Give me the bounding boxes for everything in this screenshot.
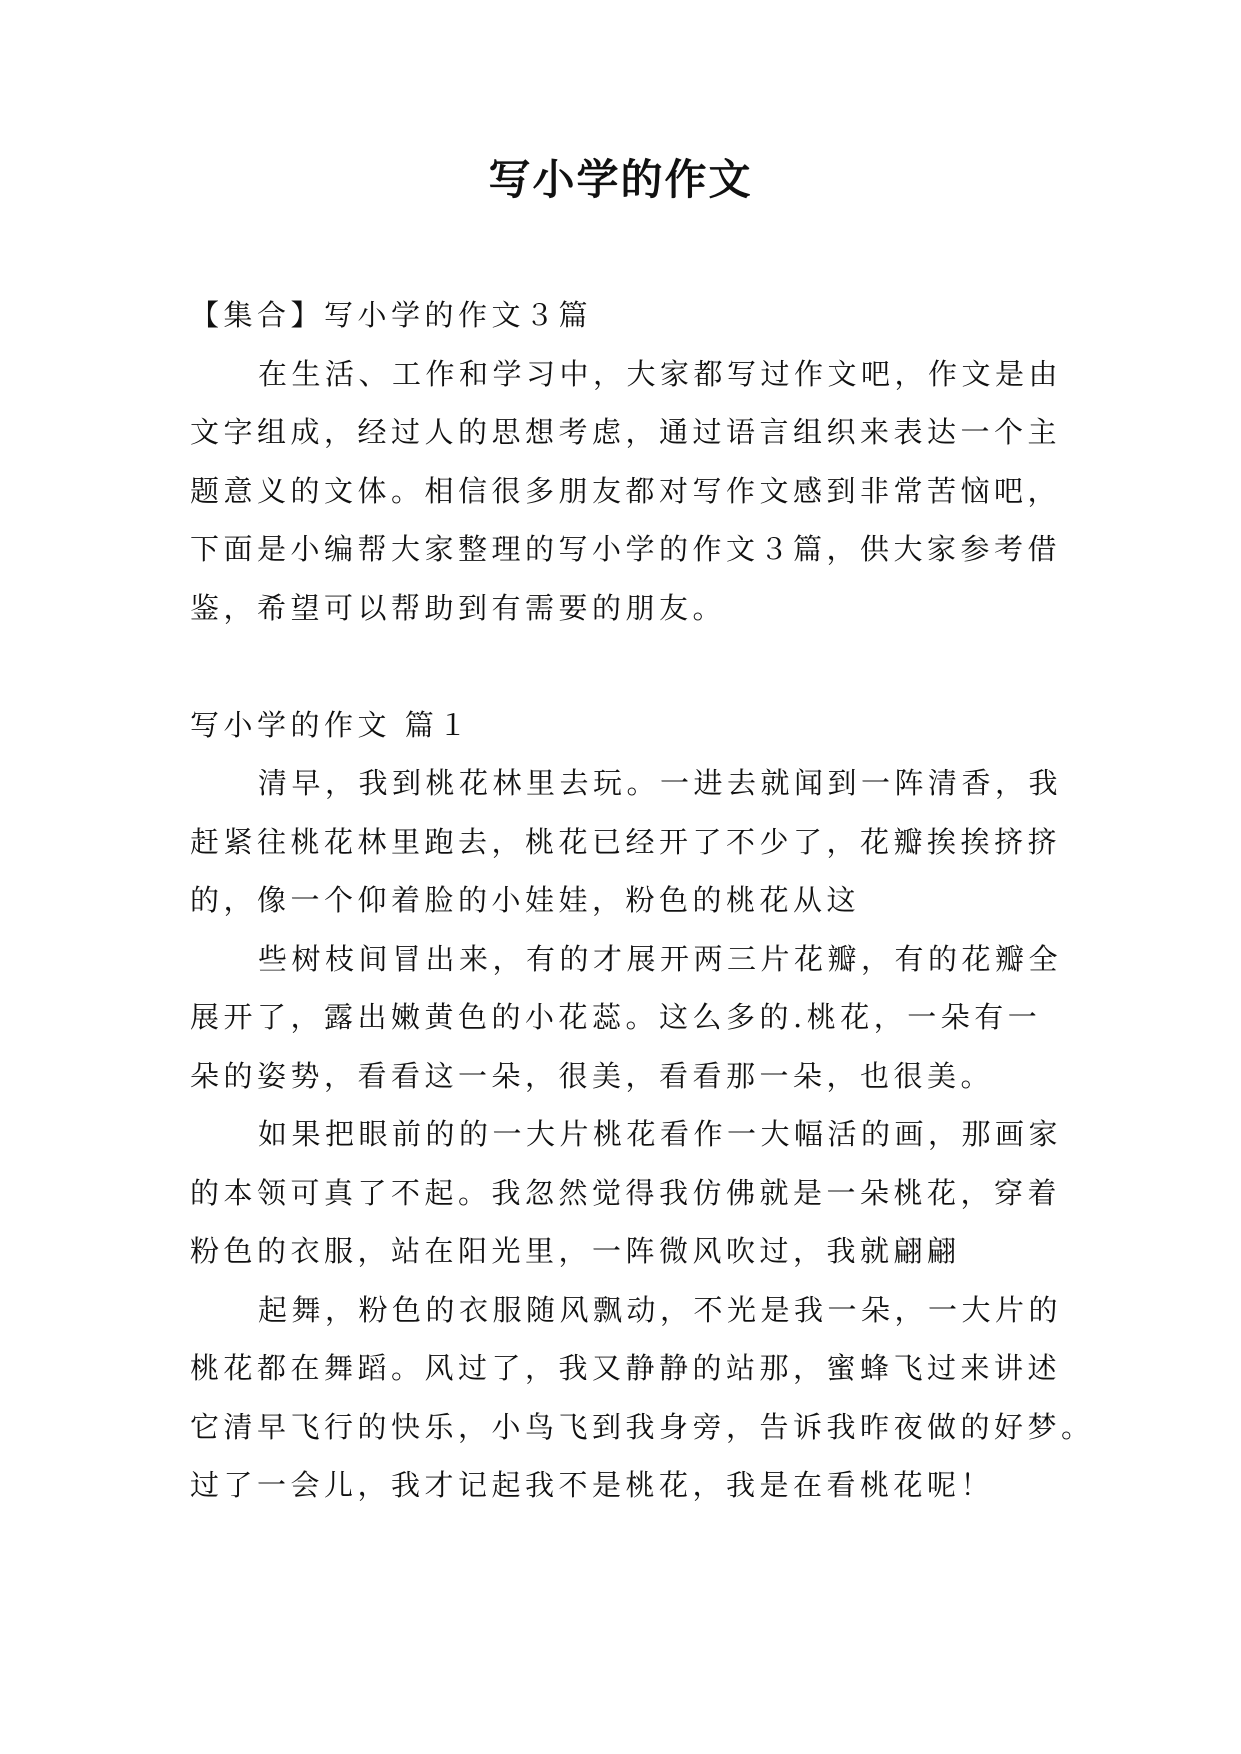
- section-heading: 写小学的作文 篇１: [190, 707, 472, 742]
- text-line: 它清早飞行的快乐，小鸟飞到我身旁，告诉我昨夜做的好梦。: [190, 1409, 1095, 1444]
- body-paragraph: [190, 1105, 1070, 1281]
- body-paragraph: [190, 754, 1070, 930]
- text-line: 的本领可真了不起。我忽然觉得我仿佛就是一朵桃花，穿着: [190, 1175, 1062, 1210]
- text-line: 文字组成，经过人的思想考虑，通过语言组织来表达一个主: [190, 415, 1062, 449]
- text-line: 下面是小编帮大家整理的写小学的作文３篇，供大家参考借: [190, 532, 1062, 566]
- body-paragraph: [190, 930, 1070, 1106]
- text-line: 的，像一个仰着脸的小娃娃，粉色的桃花从这: [190, 883, 861, 917]
- document-title: 写小学的作文: [488, 155, 753, 204]
- text-line: 鉴，希望可以帮助到有需要的朋友。: [190, 590, 727, 625]
- text-line: 如果把眼前的的一大片桃花看作一大幅活的画，那画家: [258, 1117, 1063, 1151]
- text-line: 题意义的文体。相信很多朋友都对写作文感到非常苦恼吧，: [190, 473, 1062, 508]
- text-line: 些树枝间冒出来，有的才展开两三片花瓣，有的花瓣全: [258, 941, 1063, 976]
- text-line: 起舞，粉色的衣服随风飘动，不光是我一朵，一大片的: [258, 1292, 1063, 1327]
- paragraph-spacer: [190, 637, 1070, 696]
- document-subtitle: 【集合】写小学的作文３篇: [190, 298, 593, 332]
- text-line: 桃花都在舞蹈。风过了，我又静静的站那，蜜蜂飞过来讲述: [190, 1351, 1062, 1385]
- text-line: 赶紧往桃花林里跑去，桃花已经开了不少了，花瓣挨挨挤挤: [190, 824, 1062, 859]
- document-body: [190, 286, 1095, 1515]
- body-paragraph: [190, 1281, 1095, 1515]
- text-line: 粉色的衣服，站在阳光里，一阵微风吹过，我就翩翩: [190, 1234, 961, 1268]
- text-line: 朵的姿势，看看这一朵，很美，看看那一朵，也很美。: [190, 1058, 995, 1093]
- text-line: 过了一会儿，我才记起我不是桃花，我是在看桃花呢！: [190, 1468, 995, 1502]
- text-line: 在生活、工作和学习中，大家都写过作文吧，作文是由: [258, 356, 1063, 391]
- text-line: 清早，我到桃花林里去玩。一进去就闻到一阵清香，我: [258, 766, 1063, 800]
- intro-paragraph: [190, 345, 1070, 638]
- text-line: 展开了，露出嫩黄色的小花蕊。这么多的.桃花，一朵有一: [190, 1000, 1042, 1034]
